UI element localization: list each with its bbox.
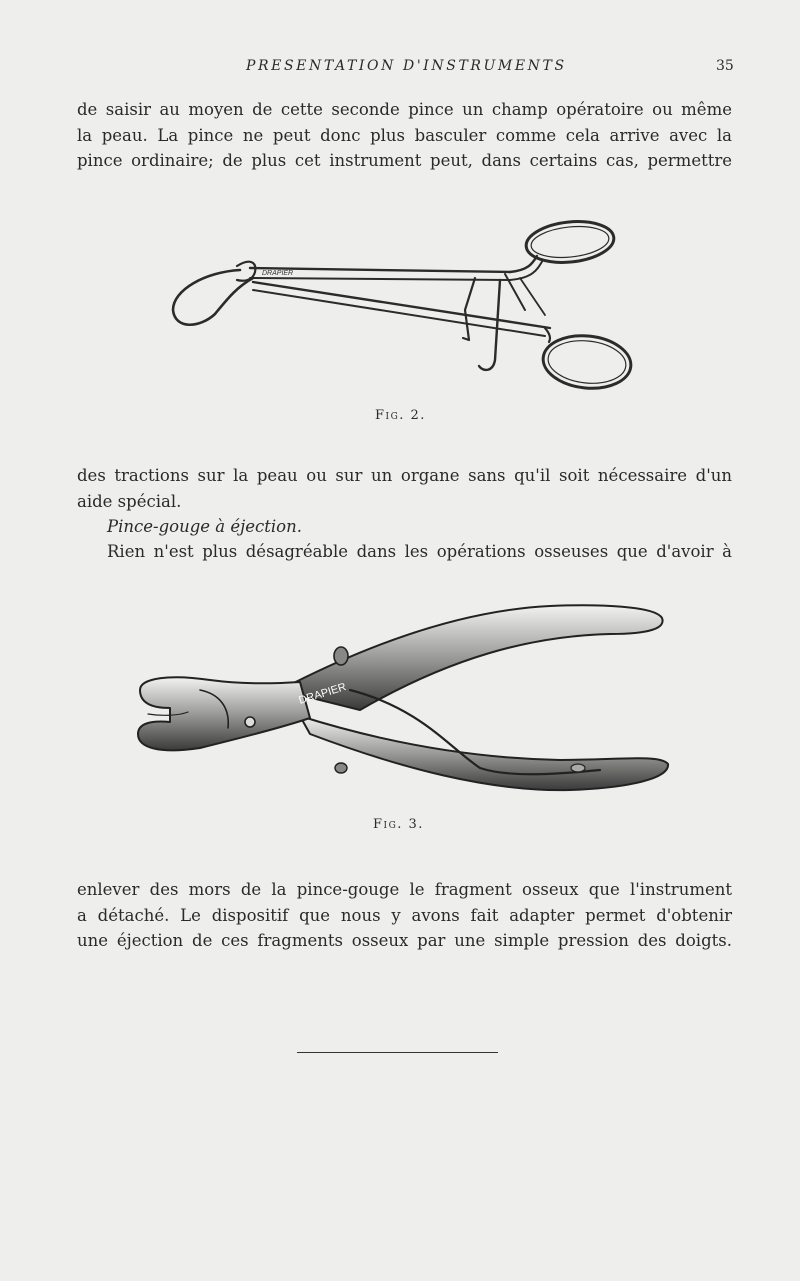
- text-line: une éjection de ces fragments osseux par une simple pression des doigts.: [77, 931, 732, 950]
- running-title: PRESENTATION D'INSTRUMENTS: [246, 58, 567, 74]
- paragraph-continuation: [77, 97, 732, 174]
- fig2-engraving: DRAPIER: [262, 270, 294, 277]
- text-line: a détaché. Le dispositif que nous y avons fait adapter permet d'obtenir: [77, 905, 732, 925]
- section-subheading: Pince-gouge à éjection.: [107, 517, 302, 536]
- section-end-rule: [297, 1052, 498, 1053]
- paragraph: [77, 463, 732, 514]
- text-line: enlever des mors de la pince-gouge le fragment osseux que l'instrument: [77, 880, 732, 899]
- text-line: de saisir au moyen de cette seconde pince un champ opératoire ou même: [77, 100, 732, 119]
- figure-2-forceps-illustration: [165, 210, 640, 400]
- running-head: [0, 58, 800, 78]
- text-line: pince ordinaire; de plus cet instrument peut, dans certains cas, permettre: [77, 151, 732, 170]
- text-line: la peau. La pince ne peut donc plus basculer comme cela arrive avec la: [77, 125, 732, 145]
- text-line: des tractions sur la peau ou sur un organe sans qu'il soit nécessaire d'un: [77, 466, 732, 485]
- paragraph-start: Rien n'est plus désagréable dans les opérations osseuses que d'avoir à: [107, 542, 732, 561]
- text-line: aide spécial.: [77, 491, 182, 511]
- figure-3-rongeur-illustration: [130, 598, 675, 803]
- fig3-engraving: DRAPIER: [297, 681, 348, 707]
- figure-3-caption: Fig. 3.: [373, 817, 424, 832]
- page-number: 35: [716, 58, 734, 74]
- figure-2-caption: Fig. 2.: [375, 408, 426, 423]
- paragraph-continuation: [77, 877, 732, 954]
